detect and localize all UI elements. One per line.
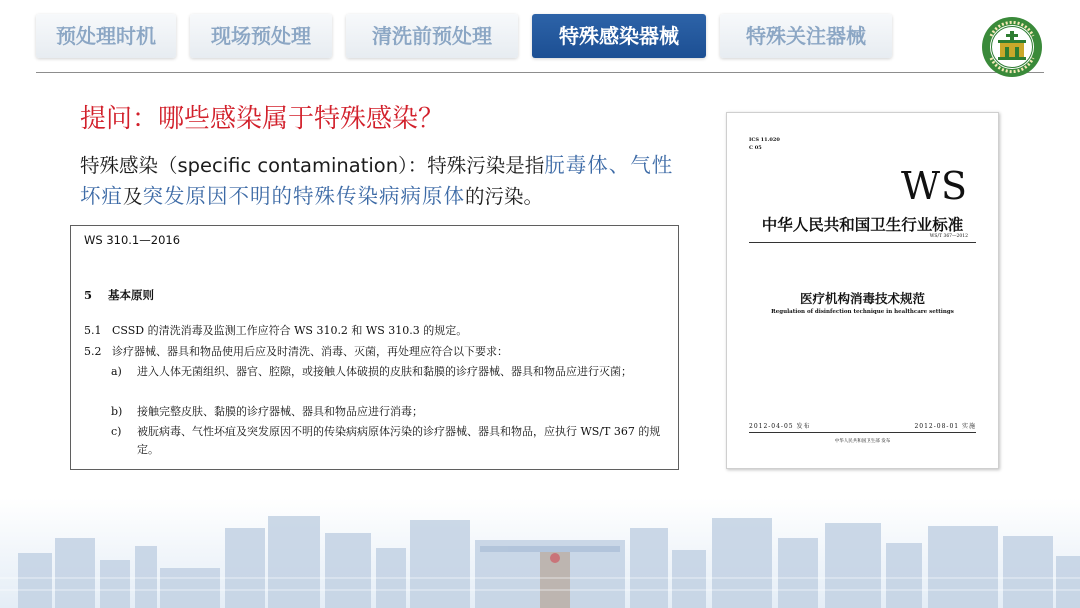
excerpt-subitem [111,403,671,421]
hospital-emblem-icon [981,16,1043,78]
definition-term: 特殊感染（specific contamination）：特殊污染是指 [80,154,545,177]
city-skyline-image [0,498,1080,608]
cover-ccs: C 05 [749,145,762,151]
item-number: 5.2 [84,345,102,358]
definition-ending: 的污染。 [465,185,544,208]
excerpt-subitem [111,363,671,381]
excerpt-section-heading [84,287,154,303]
section-title: 基本原则 [108,288,154,302]
tab-special-attention-instruments[interactable]: 特殊关注器械 [720,14,892,58]
definition-connector: 及 [123,185,143,208]
tab-onsite-pretreatment[interactable]: 现场预处理 [190,14,332,58]
item-text: 诊疗器械、器具和物品使用后应及时清洗、消毒、灭菌，再处理应符合以下要求： [112,345,508,358]
cover-title-en: Regulation of disinfection technique in healthcare settings [771,309,954,315]
subitem-mark: a) [111,365,122,378]
cover-code: WS/T 367—2012 [929,234,968,239]
section-number: 5 [84,288,93,302]
excerpt-item [84,343,664,361]
definition-paragraph [80,150,680,212]
question-heading: 提问：哪些感染属于特殊感染？ [80,104,445,134]
excerpt-item [84,322,664,340]
cover-publisher: 中华人民共和国卫生部 发布 [834,439,891,444]
tab-precleaning-pretreatment[interactable]: 清洗前预处理 [346,14,518,58]
cover-ws-mark: WS [901,164,969,208]
excerpt-subitem [111,423,671,459]
cover-rule-top [749,242,976,243]
cover-issue-date: 2012-04-05 发布 [749,423,811,430]
highlight-unknown-pathogen: 突发原因不明的特殊传染病病原体 [142,184,466,208]
header-divider [36,72,1044,73]
excerpt-doc-id: WS 310.1—2016 [84,233,181,247]
highlight-prion-gangrene: 朊毒体、气性坏疽 [80,153,674,208]
item-number: 5.1 [84,324,102,337]
subitem-text: 接触完整皮肤、黏膜的诊疗器械、器具和物品应进行消毒； [137,405,423,418]
tab-special-infection-instruments[interactable]: 特殊感染器械 [532,14,706,58]
tab-pretreatment-timing[interactable]: 预处理时机 [36,14,176,58]
cover-national-standard: 中华人民共和国卫生行业标准 [761,216,964,234]
cover-rule-bottom [749,432,976,433]
cover-title-cn: 医疗机构消毒技术规范 [799,291,925,306]
cover-implement-date: 2012-08-01 实施 [914,423,976,430]
subitem-mark: b) [111,405,123,418]
standard-cover-image [726,112,999,469]
subitem-text: 被朊病毒、气性坏疽及突发原因不明的传染病病原体污染的诊疗器械、器具和物品，应执行 WS/T 367 的规定。 [137,425,661,456]
cover-ics: ICS 11.020 [749,137,780,143]
standard-excerpt-box [70,225,679,470]
subitem-mark: c) [111,425,122,438]
item-text: CSSD 的清洗消毒及监测工作应符合 WS 310.2 和 WS 310.3 的规定。 [112,324,468,337]
subitem-text: 进入人体无菌组织、器官、腔隙，或接触人体破损的皮肤和黏膜的诊疗器械、器具和物品应进行灭菌； [137,365,632,378]
